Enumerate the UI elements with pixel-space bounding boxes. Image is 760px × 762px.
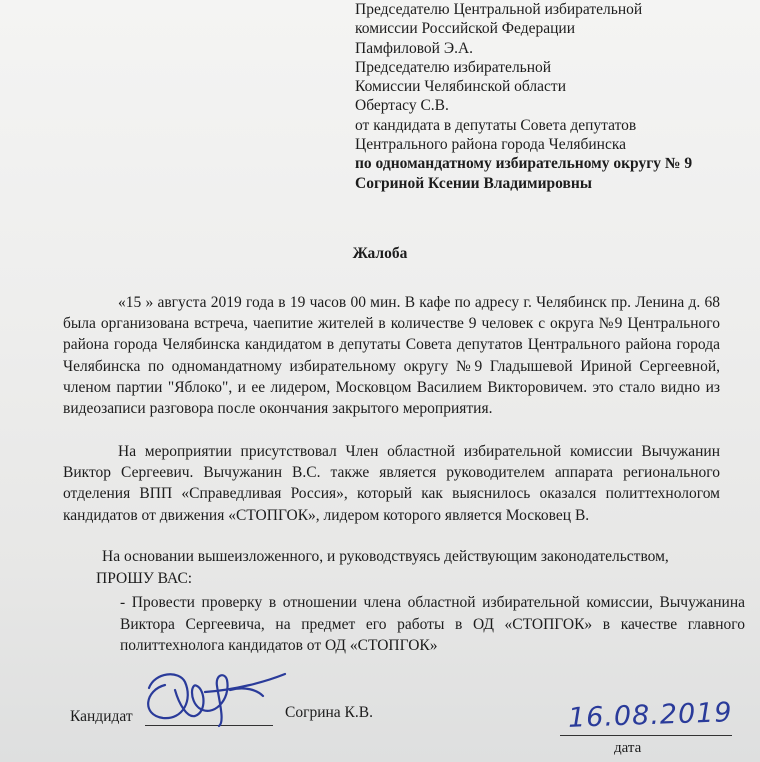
addressee-line: Комиссии Челябинской области [355,78,566,96]
candidate-name: Согрина К.В. [285,704,373,721]
handwritten-signature [135,660,295,730]
date-label: дата [614,740,642,756]
complaint-paragraph-2: На мероприятии присутствовал Член областной избирательной комиссии Вычужанин Виктор Сергеевич. Вычужанин В.С. также является руководителем аппарата регионального отделения ВПП «Справедливая Россия», который как выяснилось оказался политтехнологом кандидатов от движения «СТОПГОК», лидером которого является Московец В. [63,443,720,524]
date-line [560,735,732,736]
document-title: Жалоба [352,245,408,262]
basis-statement: На основании вышеизложенного, и руководствуясь действующим законодательством, [102,548,669,565]
candidate-label: Кандидат [70,708,133,725]
request-heading: ПРОШУ ВАС: [96,570,193,587]
addressee-line: Председателю избирательной [355,58,552,76]
handwritten-date: 16.08.2019 [567,697,734,734]
addressee-line: от кандидата в депутаты Совета депутатов [355,116,637,134]
request-item: - Провести проверку в отношении члена областной избирательной комиссии, Вычужанина Виктора Сергеевича, на предмет его работы в ОД «СТОПГОК» в качестве главного политтехнолога кандидатов от ОД «СТОПГОК» [120,594,745,654]
addressee-line-district: по одномандатному избирательному округу № 9 [355,155,693,173]
addressee-line: Обертасу С.В. [355,97,449,115]
addressee-block [355,0,755,193]
addressee-line: Памфиловой Э.А. [355,39,474,57]
addressee-line: Председателю Центральной избирательной [355,1,643,18]
addressee-line: Центрального района города Челябинска [355,136,627,154]
addressee-line-sender: Согриной Ксении Владимировны [355,174,592,192]
addressee-line: комиссии Российской Федерации [355,20,575,38]
complaint-paragraph-1: «15 » августа 2019 года в 19 часов 00 мин. В кафе по адресу г. Челябинск пр. Ленина д. 68 была организована встреча, чаепитие жителей в количестве 9 человек с округа №9 Центрального района города Челябинска кандидатом в депутаты Совета депутатов Центрального района города Челябинска по одномандатному избирательному округу №9 Гладышевой Ириной Сергеевной, членом партии "Яблоко", и ее лидером, Московцом Василием Викторовичем. это стало видно из видеозаписи разговора после окончания закрытого мероприятия. [63,294,720,418]
